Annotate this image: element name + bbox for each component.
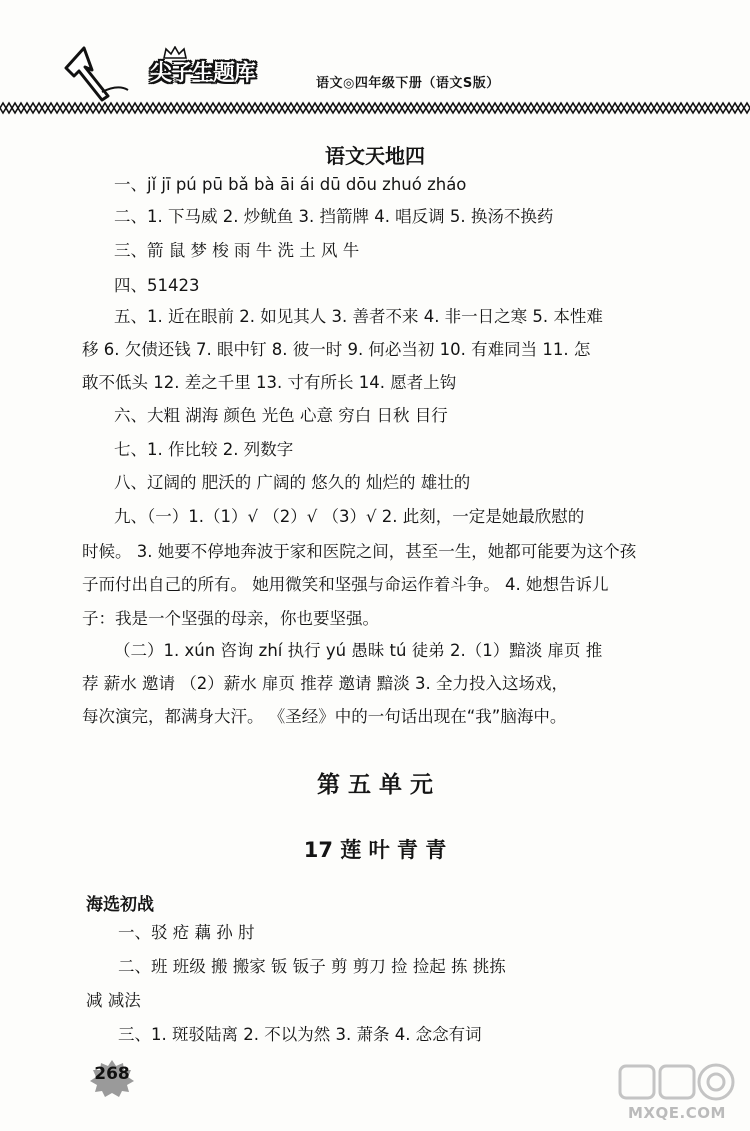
unit-title: 第 五 单 元: [316, 772, 434, 798]
answer-line: 敢不低头 12. 差之千里 13. 寸有所长 14. 愿者上钩: [82, 373, 457, 392]
answer-line: 八、辽阔的 肥沃的 广阔的 悠久的 灿烂的 雄壮的: [114, 473, 471, 492]
page-header: [0, 0, 750, 120]
answer-line: 一、驳 疮 藕 孙 肘: [118, 923, 255, 942]
answer-line: 四、51423: [114, 276, 200, 295]
answer-line: 三、1. 斑驳陆离 2. 不以为然 3. 萧条 4. 念念有词: [118, 1025, 482, 1044]
answer-line: 子而付出自己的所有。 她用微笑和坚强与命运作着斗争。 4. 她想告诉儿: [82, 575, 609, 594]
answer-line: （二）1. xún 咨询 zhí 执行 yú 愚昧 tú 徒弟 2.（1）黯淡 扉页 推: [114, 641, 603, 660]
zigzag-border: [0, 100, 750, 116]
arrow-up-icon: [62, 46, 132, 102]
lesson-title: 17 莲 叶 青 青: [303, 838, 447, 862]
answer-line: 时候。 3. 她要不停地奔波于家和医院之间，甚至一生，她都可能要为这个孩: [82, 542, 637, 561]
answer-line: 子：我是一个坚强的母亲，你也要坚强。: [82, 609, 379, 628]
answer-line: 移 6. 欠债还钱 7. 眼中钉 8. 彼一时 9. 何必当初 10. 有难同当 11. 怎: [82, 340, 591, 359]
watermark-logo-icon: [618, 1062, 738, 1104]
book-info: 语文◎四年级下册（语文S版）: [316, 76, 500, 91]
page-number-badge: [88, 1058, 136, 1098]
answer-line: 三、箭 鼠 梦 梭 雨 牛 洗 土 风 牛: [114, 241, 360, 260]
subsection-title: 海选初战: [86, 895, 154, 915]
answer-line: 九、（一）1.（1）√ （2）√ （3）√ 2. 此刻，一定是她最欣慰的: [114, 507, 585, 526]
section-title: 语文天地四: [325, 144, 425, 168]
watermark: [618, 1062, 743, 1124]
watermark-url: MXQE.COM: [628, 1104, 726, 1122]
answer-line: 一、jǐ jī pú pū bǎ bà āi ái dū dōu zhuó zháo: [114, 175, 467, 194]
answer-line: 二、班 班级 搬 搬家 钣 钣子 剪 剪刀 捡 捡起 拣 挑拣: [118, 957, 506, 976]
answer-line: 七、1. 作比较 2. 列数字: [114, 440, 294, 459]
page-number: 268: [94, 1064, 130, 1084]
answer-line: 五、1. 近在眼前 2. 如见其人 3. 善者不来 4. 非一日之寒 5. 本性难: [114, 307, 603, 326]
answer-line: 减 减法: [86, 991, 141, 1010]
answer-line: 二、1. 下马威 2. 炒鱿鱼 3. 挡箭牌 4. 唱反调 5. 换汤不换药: [114, 207, 554, 226]
answer-line: 每次演完，都满身大汗。 《圣经》中的一句话出现在“我”脑海中。: [82, 707, 567, 726]
answer-line: 六、大粗 湖海 颜色 光色 心意 穷白 日秋 目行: [114, 406, 448, 425]
brand-logo: 尖子生题库: [150, 61, 256, 86]
answer-line: 荐 薪水 邀请 （2）薪水 扉页 推荐 邀请 黯淡 3. 全力投入这场戏，: [82, 674, 568, 693]
